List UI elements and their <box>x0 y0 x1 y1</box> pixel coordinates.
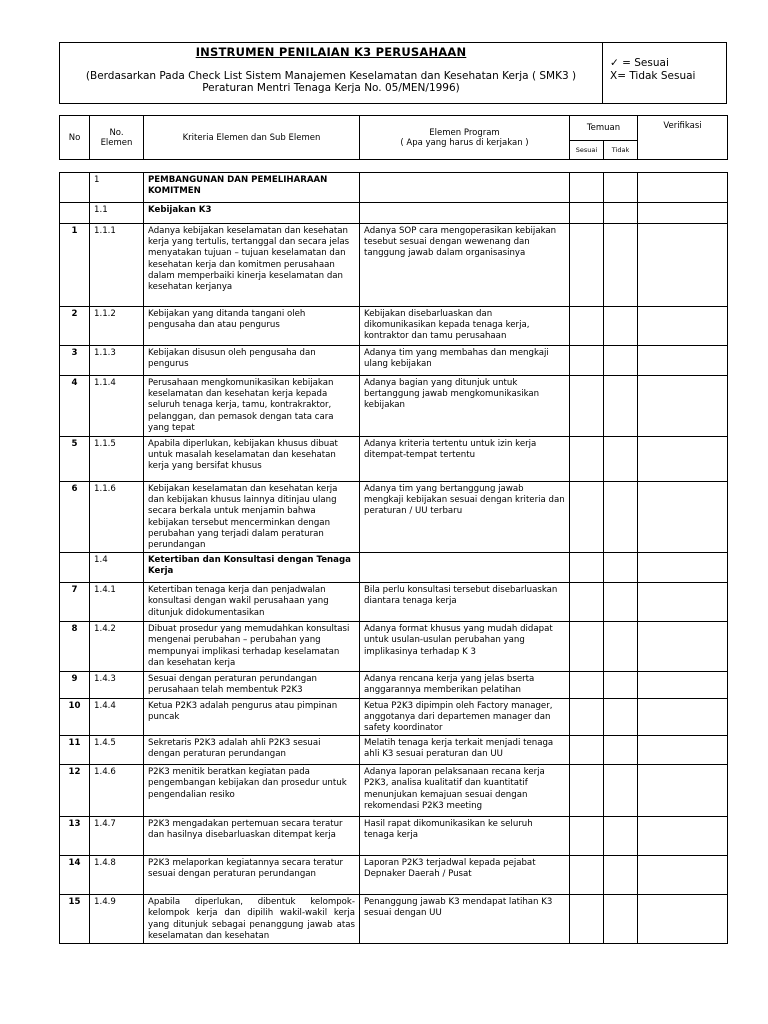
header-no: No <box>60 116 90 160</box>
table-row <box>60 895 728 944</box>
row-sesuai-cell <box>570 553 604 583</box>
row-program: Hasil rapat dikomunikasikan ke seluruh tenaga kerja <box>360 817 570 856</box>
row-number: 4 <box>60 376 90 437</box>
row-kriteria: Kebijakan disusun oleh pengusaha dan pengurus <box>144 346 360 376</box>
row-tidak-cell <box>604 307 638 346</box>
row-element-number: 1 <box>90 173 144 203</box>
table-row <box>60 765 728 817</box>
row-kriteria: Sekretaris P2K3 adalah ahli P2K3 sesuai dengan peraturan perundangan <box>144 736 360 765</box>
row-program: Penanggung jawab K3 mendapat latihan K3 sesuai dengan UU <box>360 895 570 944</box>
row-number: 9 <box>60 672 90 698</box>
title-block <box>60 43 603 103</box>
table-row <box>60 817 728 856</box>
row-element-number: 1.1 <box>90 203 144 224</box>
document-subtitle-line1: (Berdasarkan Pada Check List Sistem Manajemen Keselamatan dan Kesehatan Kerja ( SMK3 ) <box>85 70 577 82</box>
legend <box>610 57 695 83</box>
row-tidak-cell <box>604 856 638 895</box>
row-kriteria: Apabila diperlukan, dibentuk kelompok-kelompok kerja dan dipilih wakil-wakil kerja yang ditunjuk sebagai penanggung jawab atas keselamatan dan kesehatan <box>144 895 360 944</box>
header-no-elemen <box>90 116 144 160</box>
row-tidak-cell <box>604 622 638 672</box>
row-number <box>60 553 90 583</box>
row-program: Adanya tim yang bertanggung jawab mengkaji kebijakan sesuai dengan kriteria dan peraturan / UU terbaru <box>360 482 570 553</box>
table-row <box>60 856 728 895</box>
row-tidak-cell <box>604 698 638 736</box>
row-sesuai-cell <box>570 376 604 437</box>
row-tidak-cell <box>604 736 638 765</box>
header-temuan: Temuan <box>570 116 638 141</box>
row-tidak-cell <box>604 765 638 817</box>
legend-sesuai: ✓ = Sesuai <box>610 57 669 69</box>
header-kriteria: Kriteria Elemen dan Sub Elemen <box>144 116 360 160</box>
row-tidak-cell <box>604 437 638 482</box>
row-tidak-cell <box>604 203 638 224</box>
row-element-number: 1.1.6 <box>90 482 144 553</box>
row-sesuai-cell <box>570 817 604 856</box>
row-verifikasi-cell <box>638 583 728 622</box>
row-element-number: 1.4.3 <box>90 672 144 698</box>
row-verifikasi-cell <box>638 553 728 583</box>
row-verifikasi-cell <box>638 817 728 856</box>
row-number: 14 <box>60 856 90 895</box>
row-verifikasi-cell <box>638 307 728 346</box>
row-element-number: 1.1.2 <box>90 307 144 346</box>
header-no-elemen-line2: Elemen <box>100 137 133 148</box>
table-row <box>60 583 728 622</box>
header-sesuai: Sesuai <box>570 141 604 160</box>
table-row <box>60 698 728 736</box>
row-tidak-cell <box>604 346 638 376</box>
row-element-number: 1.4.6 <box>90 765 144 817</box>
row-program: Laporan P2K3 terjadwal kepada pejabat Depnaker Daerah / Pusat <box>360 856 570 895</box>
row-verifikasi-cell <box>638 622 728 672</box>
row-element-number: 1.4.7 <box>90 817 144 856</box>
row-kriteria: Ketua P2K3 adalah pengurus atau pimpinan puncak <box>144 698 360 736</box>
row-sesuai-cell <box>570 346 604 376</box>
row-sesuai-cell <box>570 765 604 817</box>
row-kriteria: Kebijakan keselamatan dan kesehatan kerja dan kebijakan khusus lainnya ditinjau ulang secara berkala untuk menjamin bahwa kebijakan tersebut mencerminkan dengan perubahan yang terjadi dalam peraturan perundangan <box>144 482 360 553</box>
row-verifikasi-cell <box>638 765 728 817</box>
row-kriteria: P2K3 menitik beratkan kegiatan pada pengembangan kebijakan dan prosedur untuk pengendalian resiko <box>144 765 360 817</box>
row-element-number: 1.1.1 <box>90 224 144 307</box>
row-tidak-cell <box>604 482 638 553</box>
row-sesuai-cell <box>570 203 604 224</box>
row-program <box>360 173 570 203</box>
row-verifikasi-cell <box>638 856 728 895</box>
row-number: 5 <box>60 437 90 482</box>
row-verifikasi-cell <box>638 672 728 698</box>
column-header-table <box>59 115 728 160</box>
row-program <box>360 553 570 583</box>
row-number: 8 <box>60 622 90 672</box>
row-tidak-cell <box>604 224 638 307</box>
row-verifikasi-cell <box>638 346 728 376</box>
header-no-elemen-line1: No. <box>109 127 124 138</box>
row-program: Adanya rencana kerja yang jelas bserta anggarannya memberikan pelatihan <box>360 672 570 698</box>
row-program: Bila perlu konsultasi tersebut disebarluaskan diantara tenaga kerja <box>360 583 570 622</box>
title-box <box>59 42 727 104</box>
row-tidak-cell <box>604 553 638 583</box>
section-row <box>60 173 728 203</box>
row-program <box>360 203 570 224</box>
row-sesuai-cell <box>570 173 604 203</box>
row-program: Adanya SOP cara mengoperasikan kebijakan tesebut sesuai dengan wewenang dan tanggung jawab dalam organisasinya <box>360 224 570 307</box>
row-number <box>60 203 90 224</box>
row-number: 10 <box>60 698 90 736</box>
row-kriteria: Perusahaan mengkomunikasikan kebijakan keselamatan dan kesehatan kerja kepada seluruh tenaga kerja, tamu, kontrakraktor, pelanggan, dan pemasok dengan tata cara yang tepat <box>144 376 360 437</box>
row-verifikasi-cell <box>638 736 728 765</box>
row-kriteria: Kebijakan K3 <box>144 203 360 224</box>
row-program: Adanya kriteria tertentu untuk izin kerja ditempat-tempat tertentu <box>360 437 570 482</box>
section-row <box>60 203 728 224</box>
row-program: Ketua P2K3 dipimpin oleh Factory manager, anggotanya dari departemen manager dan safety koordinator <box>360 698 570 736</box>
row-sesuai-cell <box>570 482 604 553</box>
header-program-line1: Elemen Program <box>429 127 500 138</box>
row-number: 13 <box>60 817 90 856</box>
table-row <box>60 307 728 346</box>
table-row <box>60 346 728 376</box>
row-number: 12 <box>60 765 90 817</box>
table-row <box>60 437 728 482</box>
table-row <box>60 672 728 698</box>
row-sesuai-cell <box>570 895 604 944</box>
section-row <box>60 553 728 583</box>
row-element-number: 1.4.5 <box>90 736 144 765</box>
document-subtitle-line2: Peraturan Mentri Tenaga Kerja No. 05/MEN/1996) <box>202 82 460 94</box>
table-row <box>60 736 728 765</box>
header-program-line2: ( Apa yang harus di kerjakan ) <box>400 137 529 148</box>
row-number: 15 <box>60 895 90 944</box>
table-row <box>60 224 728 307</box>
row-kriteria: Ketertiban tenaga kerja dan penjadwalan konsultasi dengan wakil perusahaan yang ditunjuk didokumentasikan <box>144 583 360 622</box>
row-number: 3 <box>60 346 90 376</box>
row-sesuai-cell <box>570 736 604 765</box>
row-element-number: 1.4.1 <box>90 583 144 622</box>
row-element-number: 1.4.9 <box>90 895 144 944</box>
row-program: Melatih tenaga kerja terkait menjadi tenaga ahli K3 sesuai peraturan dan UU <box>360 736 570 765</box>
row-element-number: 1.4.2 <box>90 622 144 672</box>
row-tidak-cell <box>604 895 638 944</box>
row-program: Adanya tim yang membahas dan mengkaji ulang kebijakan <box>360 346 570 376</box>
row-element-number: 1.4.8 <box>90 856 144 895</box>
row-tidak-cell <box>604 376 638 437</box>
row-element-number: 1.4 <box>90 553 144 583</box>
row-kriteria: Ketertiban dan Konsultasi dengan Tenaga Kerja <box>144 553 360 583</box>
row-tidak-cell <box>604 672 638 698</box>
assessment-table <box>59 172 728 944</box>
row-kriteria: Apabila diperlukan, kebijakan khusus dibuat untuk masalah keselamatan dan kesehatan kerja yang bersifat khusus <box>144 437 360 482</box>
table-row <box>60 622 728 672</box>
row-sesuai-cell <box>570 437 604 482</box>
row-program: Adanya laporan pelaksanaan recana kerja P2K3, analisa kualitatif dan kuantitatif menunjukan kemajuan sesuai dengan rekomendasi P2K3 meeting <box>360 765 570 817</box>
row-number: 1 <box>60 224 90 307</box>
row-verifikasi-cell <box>638 437 728 482</box>
row-verifikasi-cell <box>638 376 728 437</box>
row-kriteria: PEMBANGUNAN DAN PEMELIHARAAN KOMITMEN <box>144 173 360 203</box>
table-row <box>60 376 728 437</box>
row-verifikasi-cell <box>638 482 728 553</box>
row-program: Adanya bagian yang ditunjuk untuk bertanggung jawab mengkomunikasikan kebijakan <box>360 376 570 437</box>
row-element-number: 1.1.4 <box>90 376 144 437</box>
row-element-number: 1.1.3 <box>90 346 144 376</box>
row-verifikasi-cell <box>638 224 728 307</box>
header-tidak: Tidak <box>604 141 638 160</box>
row-kriteria: Dibuat prosedur yang memudahkan konsultasi mengenai perubahan – perubahan yang mempunyai implikasi terhadap keselamatan dan kesehatan kerja <box>144 622 360 672</box>
row-sesuai-cell <box>570 307 604 346</box>
document-title: INSTRUMEN PENILAIAN K3 PERUSAHAAN <box>195 45 467 59</box>
row-sesuai-cell <box>570 672 604 698</box>
row-program: Adanya format khusus yang mudah didapat untuk usulan-usulan perubahan yang implikasinya terhadap K 3 <box>360 622 570 672</box>
row-tidak-cell <box>604 583 638 622</box>
row-element-number: 1.4.4 <box>90 698 144 736</box>
row-number: 2 <box>60 307 90 346</box>
header-verifikasi: Verifikasi <box>638 116 728 160</box>
row-number: 6 <box>60 482 90 553</box>
row-sesuai-cell <box>570 224 604 307</box>
row-sesuai-cell <box>570 698 604 736</box>
row-kriteria: P2K3 melaporkan kegiatannya secara teratur sesuai dengan peraturan perundangan <box>144 856 360 895</box>
row-number: 11 <box>60 736 90 765</box>
row-tidak-cell <box>604 817 638 856</box>
row-kriteria: P2K3 mengadakan pertemuan secara teratur dan hasilnya disebarluaskan ditempat kerja <box>144 817 360 856</box>
row-number <box>60 173 90 203</box>
row-number: 7 <box>60 583 90 622</box>
row-verifikasi-cell <box>638 173 728 203</box>
row-verifikasi-cell <box>638 895 728 944</box>
row-sesuai-cell <box>570 856 604 895</box>
row-verifikasi-cell <box>638 698 728 736</box>
row-program: Kebijakan disebarluaskan dan dikomunikasikan kepada tenaga kerja, kontraktor dan tamu perusahaan <box>360 307 570 346</box>
row-kriteria: Sesuai dengan peraturan perundangan perusahaan telah membentuk P2K3 <box>144 672 360 698</box>
row-sesuai-cell <box>570 583 604 622</box>
table-row <box>60 482 728 553</box>
row-kriteria: Adanya kebijakan keselamatan dan kesehatan kerja yang tertulis, tertanggal dan secara jelas menyatakan tujuan – tujuan keselamatan dan kesehatan kerja dan komitmen perusahaan dalam memperbaiki kinerja keselamatan dan kesehatan kerjanya <box>144 224 360 307</box>
row-sesuai-cell <box>570 622 604 672</box>
row-kriteria: Kebijakan yang ditanda tangani oleh pengusaha dan atau pengurus <box>144 307 360 346</box>
row-verifikasi-cell <box>638 203 728 224</box>
row-tidak-cell <box>604 173 638 203</box>
header-program <box>360 116 570 160</box>
row-element-number: 1.1.5 <box>90 437 144 482</box>
legend-tidak-sesuai: X= Tidak Sesuai <box>610 70 696 82</box>
